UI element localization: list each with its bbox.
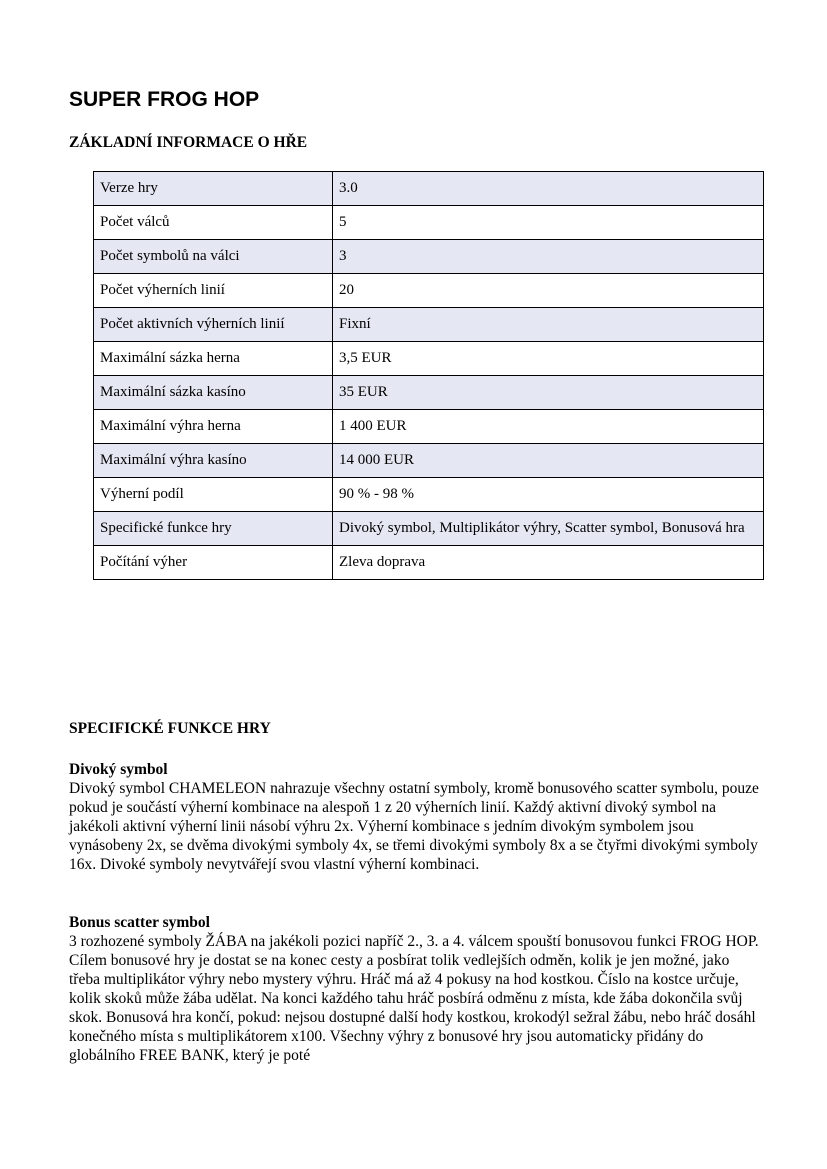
row-value: 20 <box>333 274 764 308</box>
feature-wild-symbol <box>69 760 759 874</box>
feature-title: Divoký symbol <box>69 761 168 778</box>
row-value: Zleva doprava <box>333 546 764 580</box>
table-row <box>94 274 764 308</box>
feature-bonus-scatter <box>69 913 759 1065</box>
row-label: Verze hry <box>94 172 333 206</box>
row-value: 3,5 EUR <box>333 342 764 376</box>
row-value: 3.0 <box>333 172 764 206</box>
table-row <box>94 444 764 478</box>
game-info-table <box>93 171 764 580</box>
row-value: 14 000 EUR <box>333 444 764 478</box>
row-value: 5 <box>333 206 764 240</box>
row-value: 3 <box>333 240 764 274</box>
row-value: 90 % - 98 % <box>333 478 764 512</box>
row-label: Počítání výher <box>94 546 333 580</box>
basic-info-heading: ZÁKLADNÍ INFORMACE O HŘE <box>69 134 308 151</box>
row-value: Divoký symbol, Multiplikátor výhry, Scatter symbol, Bonusová hra <box>333 512 764 546</box>
row-label: Výherní podíl <box>94 478 333 512</box>
row-label: Počet válců <box>94 206 333 240</box>
table-row <box>94 546 764 580</box>
feature-title: Bonus scatter symbol <box>69 914 210 931</box>
row-label: Počet výherních linií <box>94 274 333 308</box>
row-label: Maximální sázka herna <box>94 342 333 376</box>
feature-text: 3 rozhozené symboly ŽÁBA na jakékoli pozici napříč 2., 3. a 4. válcem spouští bonusovou funkci FROG HOP. Cílem bonusové hry je dostat se na konec cesty a posbírat tolik vedlejších odměn, kolik je jen možné, jako třeba multiplikátor výhry nebo mystery výhru. Hráč má až 4 pokusy na hod kostkou. Číslo na kostce určuje, kolik skoků může žába udělat. Na konci každého tahu hráč posbírá odměnu z místa, kde žába dokončila svůj skok. Bonusová hra končí, pokud: nejsou dostupné další hody kostkou, krokodýl sežral žábu, nebo hráč dosáhl konečného místa s multiplikátorem x100. Všechny výhry z bonusové hry jsou automaticky přidány do globálního FREE BANK, který je poté <box>69 933 759 1064</box>
feature-text: Divoký symbol CHAMELEON nahrazuje všechny ostatní symboly, kromě bonusového scatter symbolu, pouze pokud je součástí výherní kombinace na alespoň 1 z 20 výherních linií. Každý aktivní divoký symbol na jakékoli aktivní výherní linii násobí výhru 2x. Výherní kombinace s jedním divokým symbolem jsou vynásobeny 2x, se dvěma divokými symboly 4x, se třemi divokými symboly 8x a se čtyřmi divokými symboly 16x. Divoké symboly nevytvářejí svou vlastní výherní kombinaci. <box>69 780 759 873</box>
row-label: Maximální sázka kasíno <box>94 376 333 410</box>
row-label: Počet aktivních výherních linií <box>94 308 333 342</box>
table-row <box>94 342 764 376</box>
row-value: Fixní <box>333 308 764 342</box>
row-label: Specifické funkce hry <box>94 512 333 546</box>
table-row <box>94 240 764 274</box>
row-value: 1 400 EUR <box>333 410 764 444</box>
features-heading: SPECIFICKÉ FUNKCE HRY <box>69 720 271 737</box>
table-row <box>94 512 764 546</box>
table-row <box>94 206 764 240</box>
row-label: Maximální výhra herna <box>94 410 333 444</box>
table-row <box>94 410 764 444</box>
row-label: Počet symbolů na válci <box>94 240 333 274</box>
table-row <box>94 172 764 206</box>
table-row <box>94 308 764 342</box>
document-title: SUPER FROG HOP <box>69 88 260 111</box>
row-label: Maximální výhra kasíno <box>94 444 333 478</box>
table-row <box>94 376 764 410</box>
row-value: 35 EUR <box>333 376 764 410</box>
table-row <box>94 478 764 512</box>
